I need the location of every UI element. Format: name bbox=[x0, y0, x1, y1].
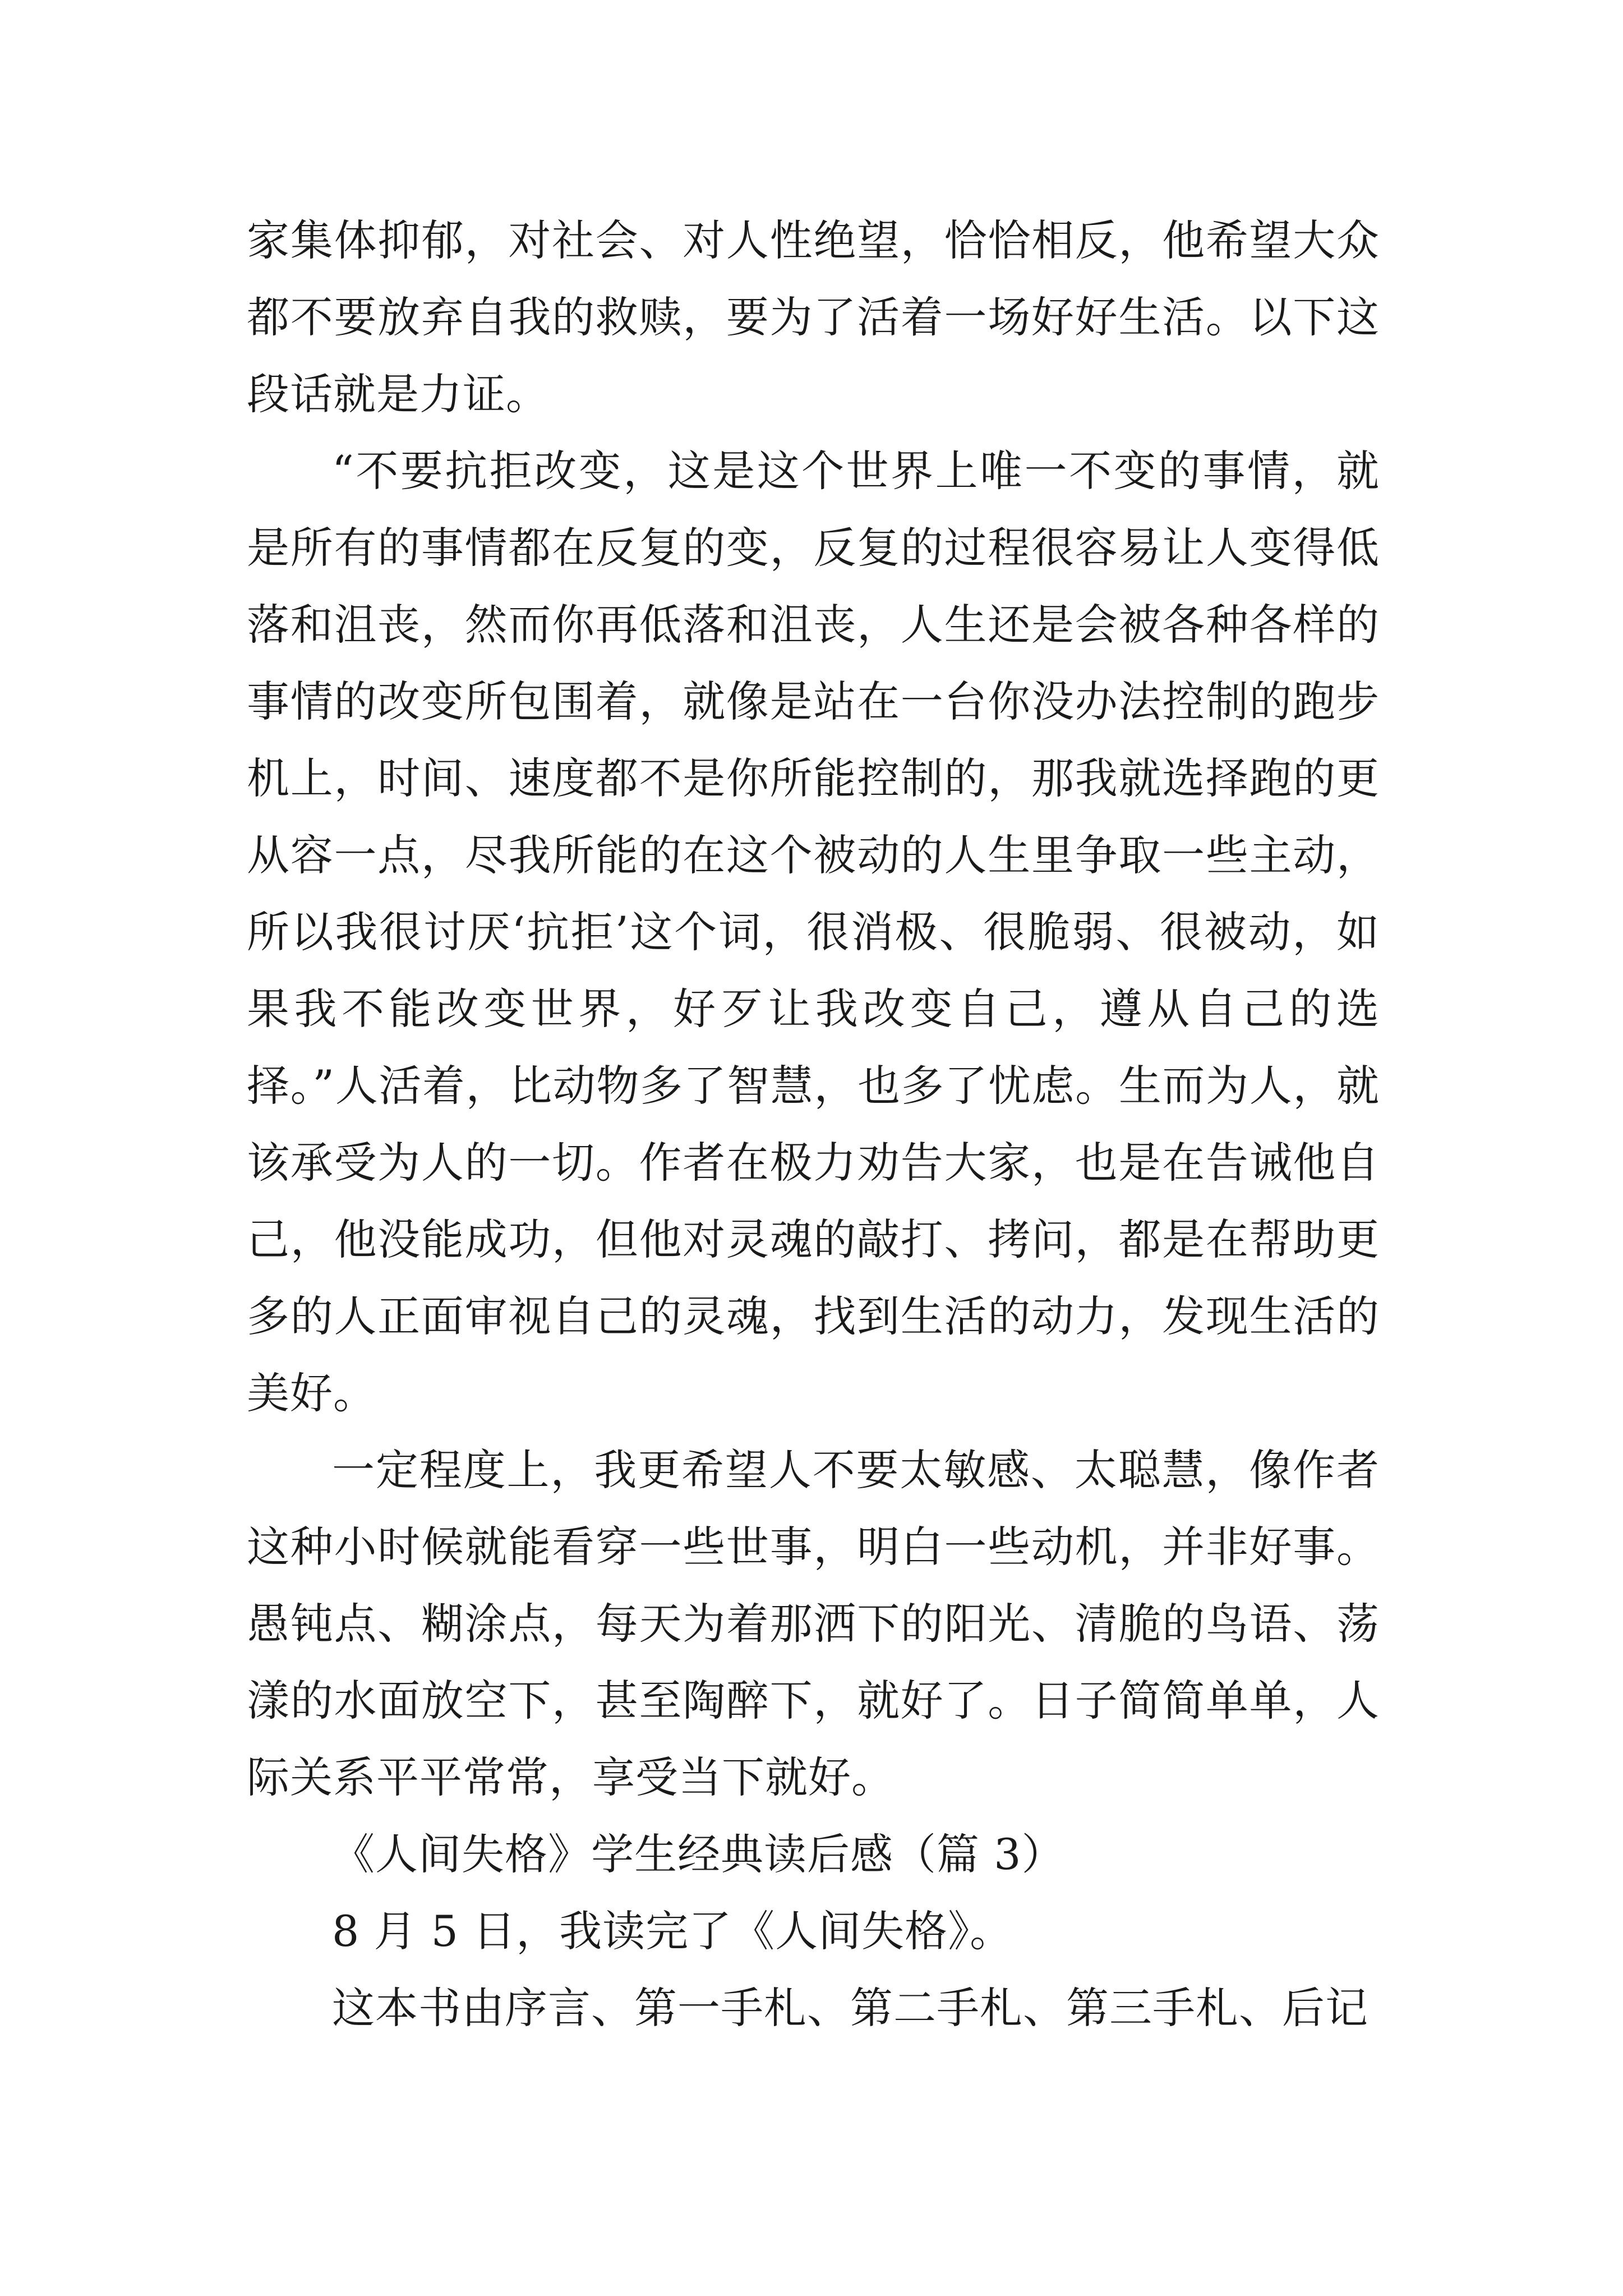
paragraph-date: 8 月 5 日，我读完了《人间失格》。 bbox=[332, 1906, 1013, 1956]
paragraph-quote: “不要抗拒改变，这是这个世界上唯一不变的事情，就是所有的事情都在反复的变，反复的过程很容易让人变得低落和沮丧，然而你再低落和沮丧，人生还是会被各种各样的事情的改变所包围着，就像是站在一台你没办法控制的跑步机上，时间、速度都不是你所能控制的，那我就选择跑的更从容一点，尽我所能的在这个被动的人生里争取一些主动，所以我很讨厌‘抗拒’这个词，很消极、很脆弱、很被动，如果我不能改变世界，好歹让我改变自己，遵从自己的选择。”人活着，比动物多了智慧，也多了忧虑。生而为人，就该承受为人的一切。作者在极力劝告大家，也是在告诫他自己，他没能成功，但他对灵魂的敲打、拷问，都是在帮助更多的人正面审视自己的灵魂，找到生活的动力，发现生活的美好。 bbox=[247, 446, 1380, 1418]
paragraph-structure: 这本书由序言、第一手札、第二手札、第三手札、后记 bbox=[332, 1983, 1368, 2033]
paragraph-reflection: 一定程度上，我更希望人不要太敏感、太聪慧，像作者这种小时候就能看穿一些世事，明白一些动机，并非好事。愚钝点、糊涂点，每天为着那洒下的阳光、清脆的鸟语、荡漾的水面放空下，甚至陶醉下，就好了。日子简简单单，人际关系平平常常，享受当下就好。 bbox=[247, 1445, 1380, 1802]
section-heading: 《人间失格》学生经典读后感（篇 3） bbox=[332, 1829, 1065, 1879]
paragraph-continuation: 家集体抑郁，对社会、对人性绝望，恰恰相反，他希望大众都不要放弃自我的救赎，要为了活着一场好好生活。以下这段话就是力证。 bbox=[247, 215, 1380, 419]
document-body bbox=[247, 202, 1380, 2046]
